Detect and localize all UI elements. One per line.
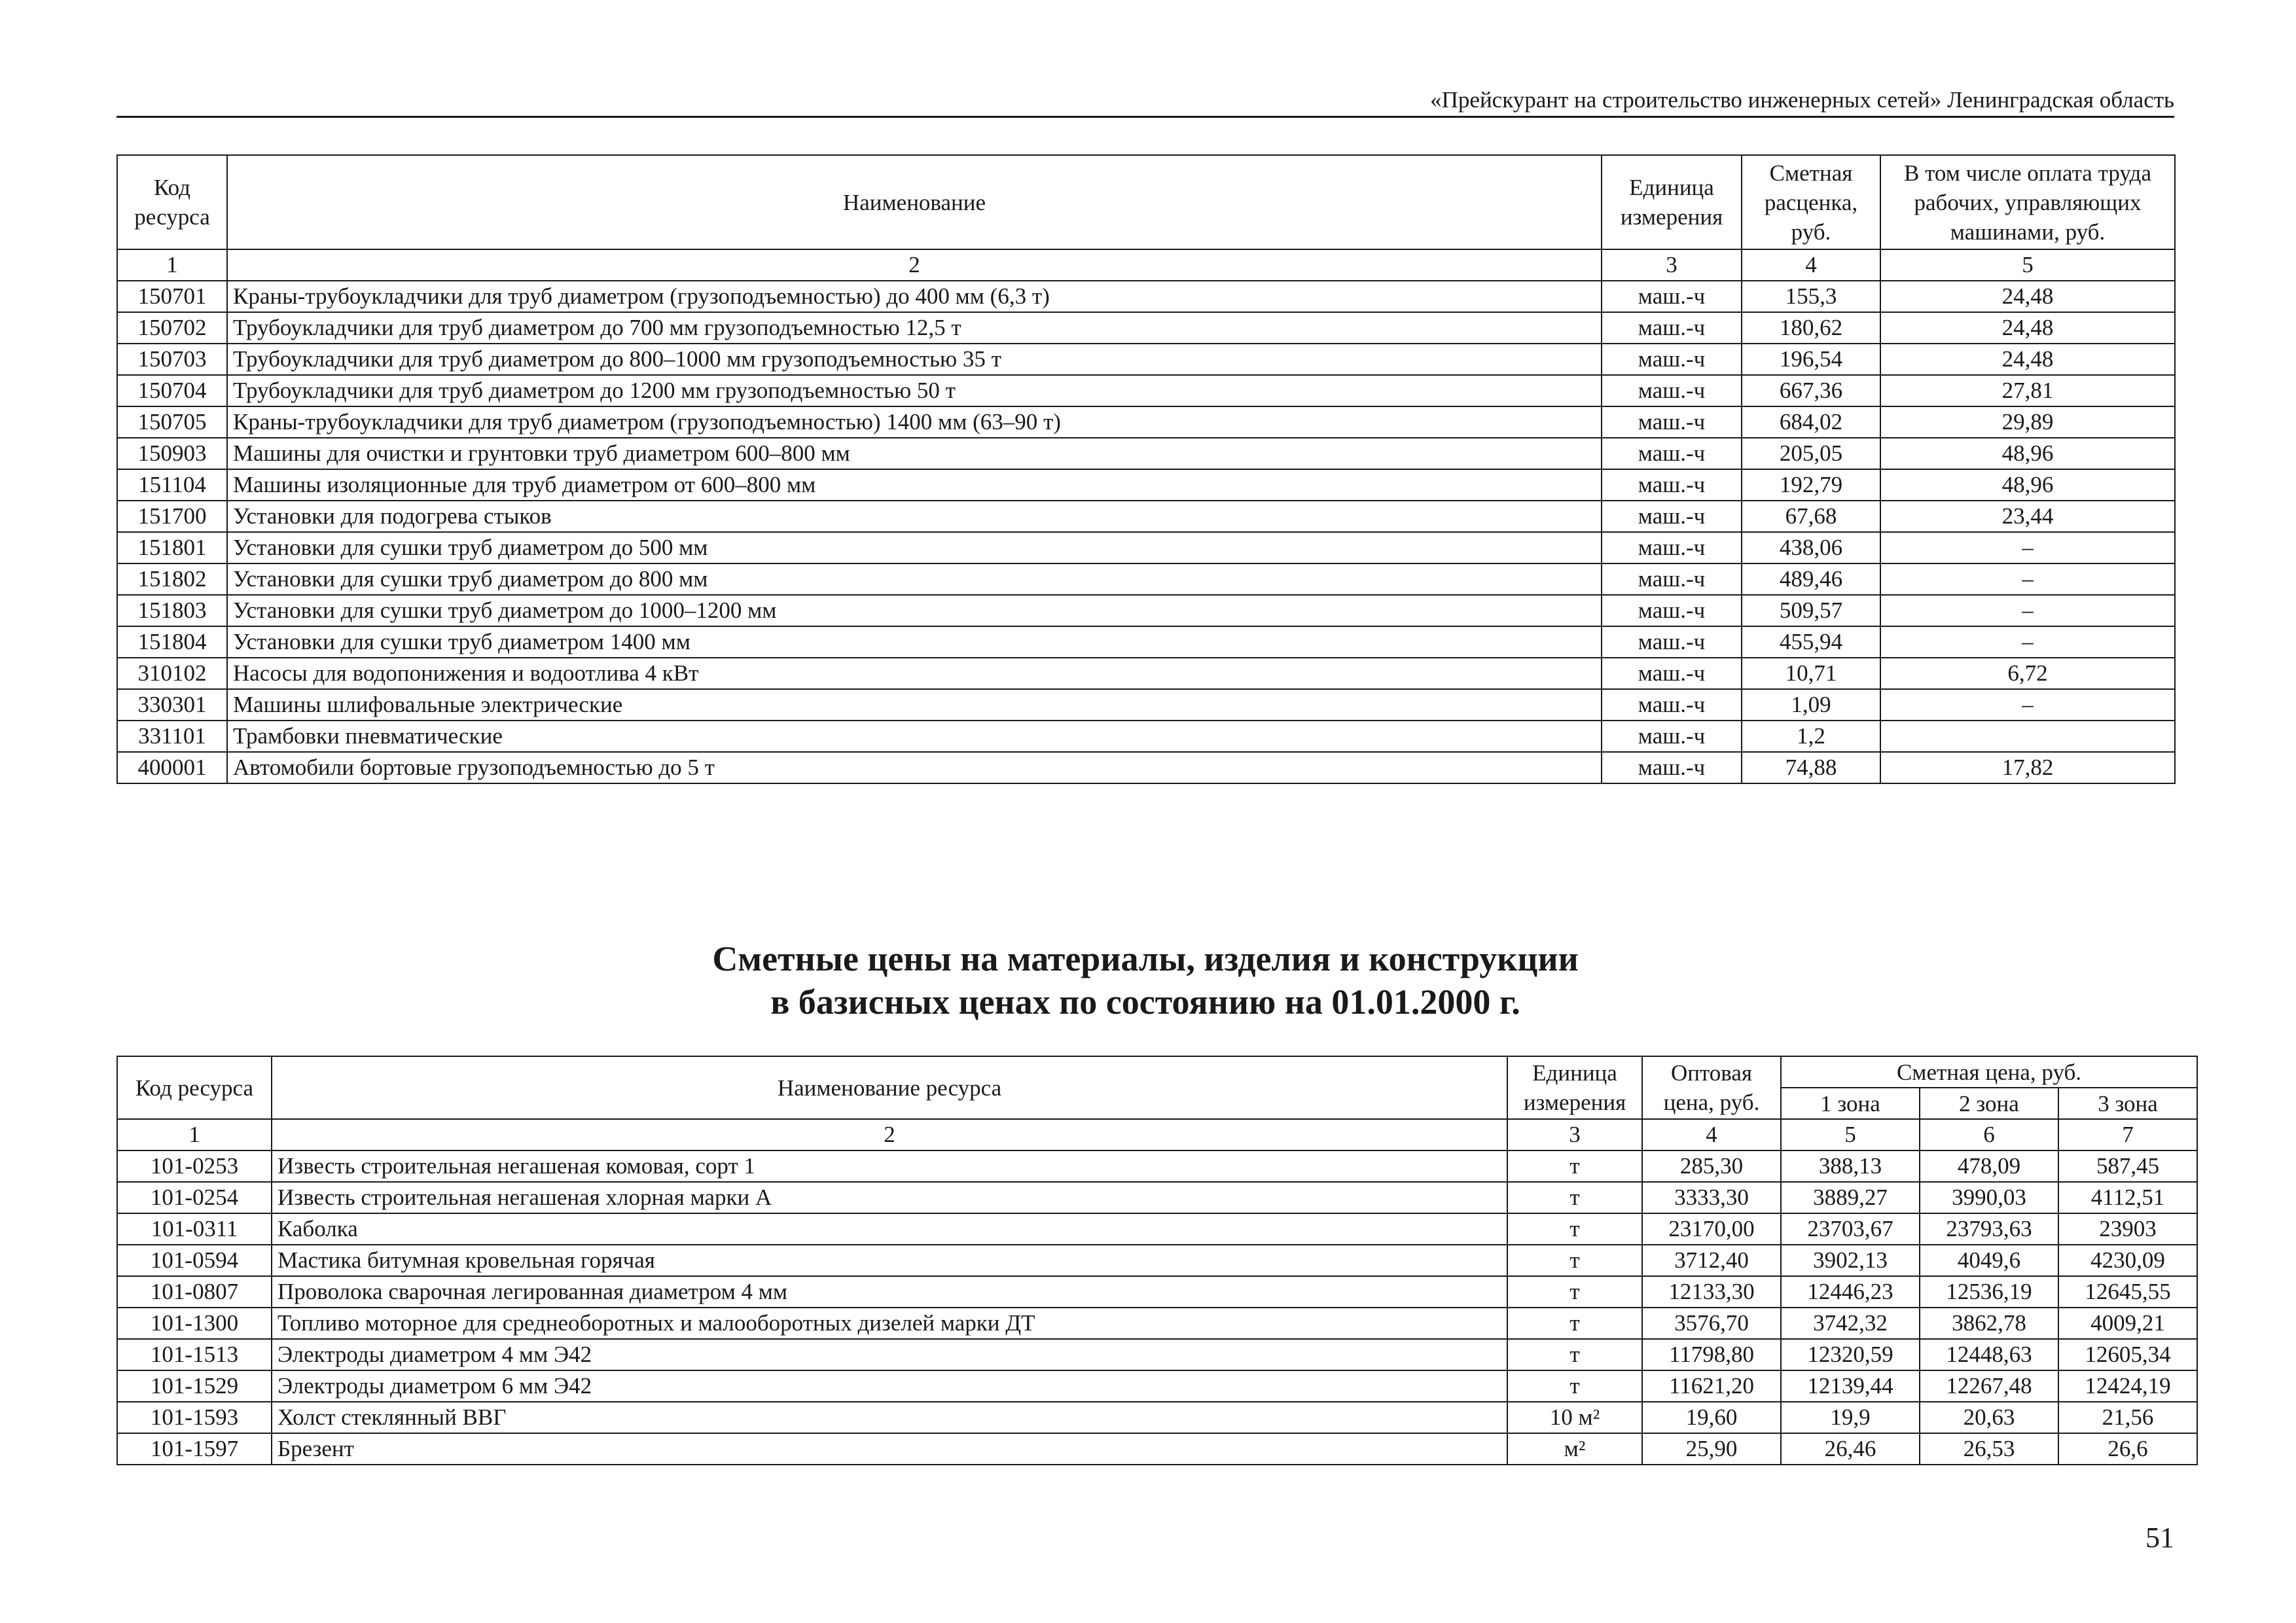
col-header-name: Наименование ресурса <box>272 1056 1507 1119</box>
cell-zone-2-price: 12267,48 <box>1920 1370 2058 1402</box>
cell-code: 150903 <box>117 438 227 469</box>
machines-table <box>117 154 2176 784</box>
cell-wholesale-price: 11621,20 <box>1642 1370 1781 1402</box>
cell-price: 684,02 <box>1742 406 1880 438</box>
cell-code: 101-1513 <box>117 1339 272 1370</box>
cell-labor <box>1880 721 2175 752</box>
col-number: 2 <box>227 249 1602 281</box>
cell-code: 151801 <box>117 532 227 563</box>
cell-labor: – <box>1880 626 2175 658</box>
table-row <box>117 1276 2197 1308</box>
cell-wholesale-price: 285,30 <box>1642 1150 1781 1182</box>
section-title-line-2: в базисных ценах по состоянию на 01.01.2000 г. <box>770 982 1520 1022</box>
cell-name: Автомобили бортовые грузоподъемностью до 5 т <box>227 752 1602 783</box>
cell-code: 101-0594 <box>117 1245 272 1276</box>
cell-wholesale-price: 19,60 <box>1642 1402 1781 1433</box>
col-header-unit: Единица измерения <box>1602 155 1742 249</box>
cell-unit: маш.-ч <box>1602 501 1742 532</box>
cell-wholesale-price: 12133,30 <box>1642 1276 1781 1308</box>
cell-price: 196,54 <box>1742 344 1880 375</box>
cell-price: 205,05 <box>1742 438 1880 469</box>
table-row <box>117 1150 2197 1182</box>
cell-name: Машины изоляционные для труб диаметром от 600–800 мм <box>227 469 1602 501</box>
col-number: 7 <box>2058 1119 2197 1150</box>
cell-unit: маш.-ч <box>1602 595 1742 626</box>
cell-code: 101-0254 <box>117 1182 272 1213</box>
cell-code: 101-1597 <box>117 1433 272 1465</box>
cell-unit: маш.-ч <box>1602 689 1742 721</box>
cell-zone-1-price: 3902,13 <box>1781 1245 1920 1276</box>
col-header-code: Код ресурса <box>117 1056 272 1119</box>
cell-unit: маш.-ч <box>1602 438 1742 469</box>
cell-labor: 24,48 <box>1880 312 2175 344</box>
cell-zone-1-price: 26,46 <box>1781 1433 1920 1465</box>
machines-table-body <box>117 281 2175 783</box>
header-rule <box>117 116 2174 118</box>
table-row <box>117 1182 2197 1213</box>
cell-unit: маш.-ч <box>1602 626 1742 658</box>
col-number: 2 <box>272 1119 1507 1150</box>
table-row <box>117 1433 2197 1465</box>
cell-name: Мастика битумная кровельная горячая <box>272 1245 1507 1276</box>
cell-wholesale-price: 25,90 <box>1642 1433 1781 1465</box>
cell-unit: маш.-ч <box>1602 469 1742 501</box>
table-row <box>117 406 2175 438</box>
table-row <box>117 563 2175 595</box>
cell-name: Краны-трубоукладчики для труб диаметром (грузоподъемностью) до 400 мм (6,3 т) <box>227 281 1602 312</box>
cell-zone-2-price: 478,09 <box>1920 1150 2058 1182</box>
table-row <box>117 595 2175 626</box>
table-row <box>117 752 2175 783</box>
cell-code: 101-1300 <box>117 1308 272 1339</box>
col-number: 5 <box>1781 1119 1920 1150</box>
cell-code: 150703 <box>117 344 227 375</box>
cell-zone-3-price: 21,56 <box>2058 1402 2197 1433</box>
cell-code: 101-0253 <box>117 1150 272 1182</box>
cell-zone-2-price: 3862,78 <box>1920 1308 2058 1339</box>
cell-labor: 27,81 <box>1880 375 2175 406</box>
table-row <box>117 312 2175 344</box>
machines-column-number-row <box>117 249 2175 281</box>
cell-unit: 10 м² <box>1507 1402 1642 1433</box>
cell-zone-2-price: 4049,6 <box>1920 1245 2058 1276</box>
cell-zone-1-price: 3742,32 <box>1781 1308 1920 1339</box>
cell-zone-1-price: 23703,67 <box>1781 1213 1920 1245</box>
cell-code: 151804 <box>117 626 227 658</box>
cell-name: Брезент <box>272 1433 1507 1465</box>
cell-name: Насосы для водопонижения и водоотлива 4 кВт <box>227 658 1602 689</box>
col-header-labor: В том числе оплата труда рабочих, управляющих машинами, руб. <box>1880 155 2175 249</box>
cell-name: Краны-трубоукладчики для труб диаметром (грузоподъемностью) 1400 мм (63–90 т) <box>227 406 1602 438</box>
table-row <box>117 626 2175 658</box>
cell-unit: маш.-ч <box>1602 563 1742 595</box>
cell-unit: т <box>1507 1370 1642 1402</box>
cell-labor: – <box>1880 532 2175 563</box>
cell-labor: – <box>1880 563 2175 595</box>
cell-zone-2-price: 23793,63 <box>1920 1213 2058 1245</box>
section-title-line-1: Сметные цены на материалы, изделия и конструкции <box>712 939 1579 978</box>
col-header-zone-3: 3 зона <box>2058 1088 2197 1119</box>
col-header-name: Наименование <box>227 155 1602 249</box>
cell-zone-1-price: 19,9 <box>1781 1402 1920 1433</box>
cell-code: 150702 <box>117 312 227 344</box>
cell-name: Известь строительная негашеная комовая, сорт 1 <box>272 1150 1507 1182</box>
cell-zone-3-price: 26,6 <box>2058 1433 2197 1465</box>
cell-price: 1,09 <box>1742 689 1880 721</box>
cell-price: 74,88 <box>1742 752 1880 783</box>
cell-name: Установки для подогрева стыков <box>227 501 1602 532</box>
cell-unit: маш.-ч <box>1602 752 1742 783</box>
running-title: «Прейскурант на строительство инженерных сетей» Ленинградская область <box>1430 87 2174 113</box>
col-header-code: Код ресурса <box>117 155 227 249</box>
table-row <box>117 469 2175 501</box>
cell-name: Электроды диаметром 6 мм Э42 <box>272 1370 1507 1402</box>
cell-name: Установки для сушки труб диаметром до 500 мм <box>227 532 1602 563</box>
table-row <box>117 1245 2197 1276</box>
table-row <box>117 658 2175 689</box>
cell-zone-3-price: 23903 <box>2058 1213 2197 1245</box>
cell-name: Установки для сушки труб диаметром до 800 мм <box>227 563 1602 595</box>
table-row <box>117 344 2175 375</box>
cell-price: 1,2 <box>1742 721 1880 752</box>
cell-code: 101-1529 <box>117 1370 272 1402</box>
cell-zone-2-price: 20,63 <box>1920 1402 2058 1433</box>
cell-labor: 24,48 <box>1880 281 2175 312</box>
cell-labor: 17,82 <box>1880 752 2175 783</box>
cell-unit: м² <box>1507 1433 1642 1465</box>
materials-table <box>117 1056 2198 1465</box>
cell-name: Холст стеклянный ВВГ <box>272 1402 1507 1433</box>
cell-name: Каболка <box>272 1213 1507 1245</box>
col-header-estimate-group: Сметная цена, руб. <box>1781 1056 2197 1088</box>
cell-zone-2-price: 26,53 <box>1920 1433 2058 1465</box>
col-number: 4 <box>1642 1119 1781 1150</box>
table-row <box>117 689 2175 721</box>
table-row <box>117 281 2175 312</box>
cell-labor: 48,96 <box>1880 469 2175 501</box>
cell-unit: маш.-ч <box>1602 532 1742 563</box>
cell-code: 151700 <box>117 501 227 532</box>
cell-unit: т <box>1507 1150 1642 1182</box>
cell-code: 331101 <box>117 721 227 752</box>
col-number: 1 <box>117 1119 272 1150</box>
col-number: 3 <box>1507 1119 1642 1150</box>
table-row <box>117 438 2175 469</box>
cell-code: 151104 <box>117 469 227 501</box>
cell-labor: – <box>1880 595 2175 626</box>
cell-wholesale-price: 23170,00 <box>1642 1213 1781 1245</box>
cell-unit: т <box>1507 1182 1642 1213</box>
cell-zone-2-price: 12448,63 <box>1920 1339 2058 1370</box>
cell-zone-3-price: 4112,51 <box>2058 1182 2197 1213</box>
table-row <box>117 532 2175 563</box>
col-header-price: Сметная расценка, руб. <box>1742 155 1880 249</box>
col-number: 6 <box>1920 1119 2058 1150</box>
cell-price: 10,71 <box>1742 658 1880 689</box>
cell-name: Машины шлифовальные электрические <box>227 689 1602 721</box>
cell-unit: маш.-ч <box>1602 281 1742 312</box>
cell-code: 150704 <box>117 375 227 406</box>
cell-unit: т <box>1507 1213 1642 1245</box>
cell-zone-3-price: 587,45 <box>2058 1150 2197 1182</box>
table-row <box>117 1308 2197 1339</box>
cell-name: Трубоукладчики для труб диаметром до 800–1000 мм грузоподъемностью 35 т <box>227 344 1602 375</box>
cell-code: 310102 <box>117 658 227 689</box>
cell-name: Электроды диаметром 4 мм Э42 <box>272 1339 1507 1370</box>
cell-wholesale-price: 3576,70 <box>1642 1308 1781 1339</box>
table-row <box>117 375 2175 406</box>
cell-zone-3-price: 12605,34 <box>2058 1339 2197 1370</box>
cell-zone-3-price: 12645,55 <box>2058 1276 2197 1308</box>
cell-code: 400001 <box>117 752 227 783</box>
cell-zone-3-price: 4230,09 <box>2058 1245 2197 1276</box>
cell-name: Проволока сварочная легированная диаметром 4 мм <box>272 1276 1507 1308</box>
table-row <box>117 501 2175 532</box>
cell-zone-1-price: 3889,27 <box>1781 1182 1920 1213</box>
cell-price: 155,3 <box>1742 281 1880 312</box>
cell-unit: маш.-ч <box>1602 344 1742 375</box>
cell-unit: т <box>1507 1308 1642 1339</box>
cell-price: 438,06 <box>1742 532 1880 563</box>
col-number: 1 <box>117 249 227 281</box>
materials-header-row-1 <box>117 1056 2197 1088</box>
cell-zone-3-price: 4009,21 <box>2058 1308 2197 1339</box>
table-row <box>117 721 2175 752</box>
cell-code: 150705 <box>117 406 227 438</box>
col-header-wholesale: Оптовая цена, руб. <box>1642 1056 1781 1119</box>
cell-price: 455,94 <box>1742 626 1880 658</box>
cell-name: Известь строительная негашеная хлорная марки А <box>272 1182 1507 1213</box>
table-row <box>117 1213 2197 1245</box>
cell-name: Установки для сушки труб диаметром 1400 мм <box>227 626 1602 658</box>
cell-code: 150701 <box>117 281 227 312</box>
cell-name: Машины для очистки и грунтовки труб диаметром 600–800 мм <box>227 438 1602 469</box>
cell-zone-1-price: 388,13 <box>1781 1150 1920 1182</box>
cell-name: Трубоукладчики для труб диаметром до 1200 мм грузоподъемностью 50 т <box>227 375 1602 406</box>
cell-zone-2-price: 12536,19 <box>1920 1276 2058 1308</box>
cell-code: 101-0807 <box>117 1276 272 1308</box>
cell-unit: т <box>1507 1276 1642 1308</box>
cell-wholesale-price: 3712,40 <box>1642 1245 1781 1276</box>
cell-price: 489,46 <box>1742 563 1880 595</box>
table-row <box>117 1339 2197 1370</box>
cell-labor: – <box>1880 689 2175 721</box>
cell-name: Трубоукладчики для труб диаметром до 700 мм грузоподъемностью 12,5 т <box>227 312 1602 344</box>
cell-zone-2-price: 3990,03 <box>1920 1182 2058 1213</box>
cell-zone-3-price: 12424,19 <box>2058 1370 2197 1402</box>
col-number: 4 <box>1742 249 1880 281</box>
cell-unit: т <box>1507 1245 1642 1276</box>
cell-labor: 23,44 <box>1880 501 2175 532</box>
cell-name: Установки для сушки труб диаметром до 1000–1200 мм <box>227 595 1602 626</box>
cell-unit: маш.-ч <box>1602 721 1742 752</box>
cell-code: 151803 <box>117 595 227 626</box>
cell-code: 151802 <box>117 563 227 595</box>
cell-price: 67,68 <box>1742 501 1880 532</box>
machines-header-row <box>117 155 2175 249</box>
cell-price: 180,62 <box>1742 312 1880 344</box>
cell-name: Топливо моторное для среднеоборотных и малооборотных дизелей марки ДТ <box>272 1308 1507 1339</box>
cell-labor: 48,96 <box>1880 438 2175 469</box>
cell-code: 101-1593 <box>117 1402 272 1433</box>
page-number: 51 <box>2145 1522 2174 1554</box>
col-header-zone-1: 1 зона <box>1781 1088 1920 1119</box>
cell-price: 192,79 <box>1742 469 1880 501</box>
table-row <box>117 1370 2197 1402</box>
cell-labor: 6,72 <box>1880 658 2175 689</box>
col-number: 5 <box>1880 249 2175 281</box>
cell-wholesale-price: 11798,80 <box>1642 1339 1781 1370</box>
col-header-zone-2: 2 зона <box>1920 1088 2058 1119</box>
section-title <box>117 937 2174 1024</box>
cell-zone-1-price: 12446,23 <box>1781 1276 1920 1308</box>
cell-wholesale-price: 3333,30 <box>1642 1182 1781 1213</box>
cell-unit: маш.-ч <box>1602 658 1742 689</box>
cell-code: 330301 <box>117 689 227 721</box>
cell-name: Трамбовки пневматические <box>227 721 1602 752</box>
cell-labor: 24,48 <box>1880 344 2175 375</box>
cell-zone-1-price: 12320,59 <box>1781 1339 1920 1370</box>
table-row <box>117 1402 2197 1433</box>
col-header-unit: Единица измерения <box>1507 1056 1642 1119</box>
cell-price: 509,57 <box>1742 595 1880 626</box>
cell-unit: маш.-ч <box>1602 406 1742 438</box>
cell-code: 101-0311 <box>117 1213 272 1245</box>
cell-price: 667,36 <box>1742 375 1880 406</box>
cell-labor: 29,89 <box>1880 406 2175 438</box>
materials-column-number-row <box>117 1119 2197 1150</box>
col-number: 3 <box>1602 249 1742 281</box>
cell-unit: т <box>1507 1339 1642 1370</box>
cell-zone-1-price: 12139,44 <box>1781 1370 1920 1402</box>
materials-table-body <box>117 1150 2197 1465</box>
cell-unit: маш.-ч <box>1602 312 1742 344</box>
cell-unit: маш.-ч <box>1602 375 1742 406</box>
